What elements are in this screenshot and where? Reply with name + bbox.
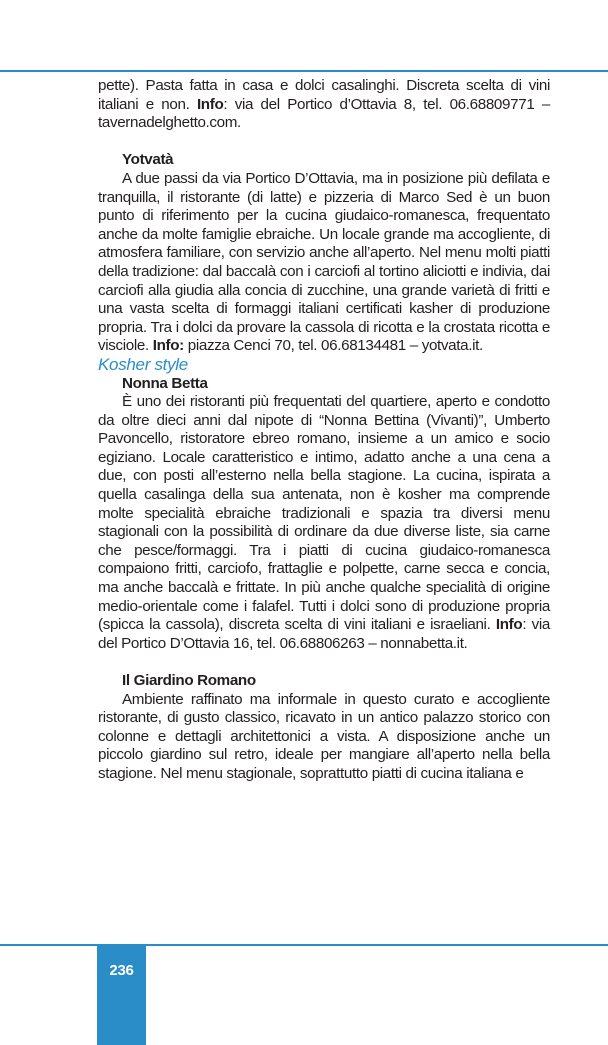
restaurant-name-giardino-romano: Il Giardino Romano	[122, 672, 256, 689]
intro-paragraph	[98, 77, 550, 133]
page-number: 236	[109, 962, 134, 979]
page-body	[98, 77, 550, 784]
section-heading: Kosher style	[98, 354, 188, 374]
info-label: Info	[495, 616, 523, 634]
info-text: piazza Cenci 70, tel. 06.68134481 – yotvata.it.	[183, 337, 483, 355]
intro-text: pette). Pasta fatta in casa e dolci casalinghi. Discreta scelta di vini italiani e non.	[98, 77, 550, 113]
top-rule	[0, 70, 608, 72]
restaurant-body-text: È uno dei ristoranti più frequentati del quartiere, aperto e condotto da oltre dieci anni dal nipote di “Nonna Bettina (Vivanti)”, Umberto Pavoncello, ristoratore ebreo romano, insieme a un amico e socio egiziano. Locale caratteristico e intimo, adatto anche a una cena a due, con posti all’esterno nella bella stagione. La cucina, ispirata a quella casalinga della sua antenata, non è kosher ma comprende molte specialità ebraiche tradizionali e spazia tra diversi menu stagionali con la possibilità di ordinare da due diverse liste, sia carne che pesce/formaggi. Tra i piatti di cucina giudaico-romanesca compaiono fritti, carciofo, frattaglie e polpette, carne secca e concia, ma anche baccalà e frittate. In più anche qualche specialità di origine medio-orientale come i falafel. Tutti i dolci sono di produzione propria (spicca la cassola), discreta scelta di vini italiani e israeliani.	[98, 393, 550, 634]
info-label: Info	[196, 95, 224, 113]
restaurant-body-text: Ambiente raffinato ma informale in questo curato e accogliente ristorante, di gusto classico, ricavato in un antico palazzo storico con colonne e dettagli architettonici a vista. A disposizione anche un piccolo giardino sul retro, ideale per mangiare all’aperto nella bella stagione. Nel menu stagionale, soprattutto piatti di cucina italiana e	[98, 690, 550, 782]
info-label: Info:	[152, 337, 184, 355]
restaurant-name-nonna-betta: Nonna Betta	[122, 374, 208, 392]
restaurant-description	[98, 691, 550, 784]
restaurant-name-yotvata: Yotvatà	[122, 151, 174, 169]
restaurant-description	[98, 170, 550, 356]
restaurant-description	[98, 393, 550, 653]
page-number-tab	[97, 944, 146, 1045]
bottom-rule	[0, 944, 608, 946]
info-text: : via del Portico D’Ottavia 16, tel. 06.68806263 – nonnabetta.it.	[98, 616, 550, 652]
restaurant-body-text: A due passi da via Portico D’Ottavia, ma in posizione più defilata e tranquilla, il ristorante (di latte) e pizzeria di Marco Sed è un buon punto di riferimento per la cucina giudaico-romanesca, frequentato anche da molte famiglie ebraiche. Un locale grande ma accogliente, di atmosfera familiare, con servizio anche all’aperto. Nel menu molti piatti della tradizione: dal baccalà con i carciofi al tortino aliciotti e indivia, dai carciofi alla giudia alla concia di zucchine, una grande varietà di fritti e una vasta scelta di formaggi italiani certificati kasher di produzione propria. Tra i dolci da provare la cassola di ricotta e la crostata ricotta e visciole.	[98, 169, 550, 355]
info-text: : via del Portico d’Ottavia 8, tel. 06.68809771 – tavernadelghetto.com.	[98, 95, 550, 132]
